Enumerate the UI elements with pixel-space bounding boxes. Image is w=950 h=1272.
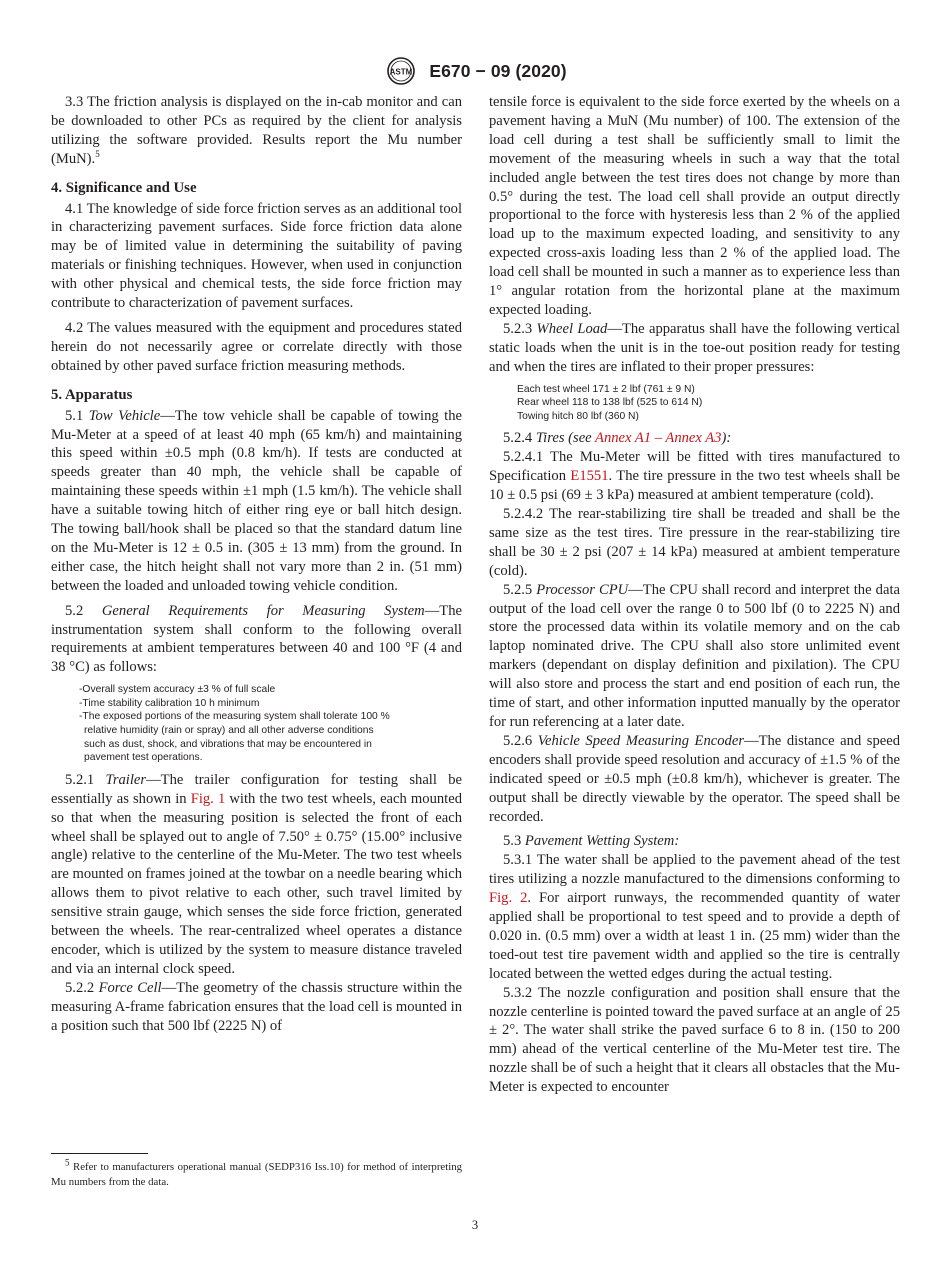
- standard-designation: E670 − 09 (2020): [429, 60, 567, 81]
- para-3-3: 3.3 The friction analysis is displayed on the in-cab monitor and can be downloaded to other PCs as required by the client for analysis utilizing the software provided. Results report the Mu number (MuN).$^5$: [51, 94, 462, 167]
- footnote-ref[interactable]: 5: [95, 148, 100, 159]
- para-4-1: 4.1 The knowledge of side force friction serves as an additional tool in characterizing pavement surfaces. Side force friction data alone may be of limited value in determining the suitability of paving materials or finishing techniques. However, when used in conjunction with other physical and chemical tests, the side force friction may contribute to characterization of pavement surfaces.: [51, 200, 462, 312]
- para-5-3-2: 5.3.2 The nozzle configuration and position shall ensure that the nozzle centerline is pointed toward the paved surface at an angle of 25 ± 2°. The water shall strike the paved surface 6 to 8 in. (150 to 200 mm) ahead of the vertical centerline of the Mu-Meter test tire. The nozzle shall be of such a height that it clears all obstacles that the Mu-Meter is expected to encounter: [489, 984, 900, 1096]
- list-item: -Overall system accuracy ±3 % of full scale: [79, 684, 276, 696]
- para-5-2-6: 5.2.6 Vehicle Speed Measuring Encoder—The distance and speed encoders shall provide speed resolution and accuracy of ±1.5 % of the indicated speed or ±0.5 mph (±0.8 km/h), whichever is greater. The output shall be directly viewable by the operator. The speed shall be recorded.: [489, 732, 900, 825]
- list-item: -Time stability calibration 10 h minimum: [79, 697, 260, 709]
- list-item: -The exposed portions of the measuring system shall tolerate 100 %: [79, 711, 390, 723]
- footnote: $^5$ Refer to manufacturers operational manual (SEDP316 Iss.10) for method of interpreting Mu numbers from the data.: [51, 1157, 462, 1188]
- wheel-load-list: [517, 383, 900, 424]
- para-5-2: 5.2 General Requirements for Measuring System—The instrumentation system shall conform to the following overall requirements at ambient temperatures between 40 and 100 °F (4 and 38 °C) as follows:: [51, 602, 462, 676]
- para-5-1: 5.1 Tow Vehicle—The tow vehicle shall be capable of towing the Mu-Meter at a speed of at least 40 mph (65 km/h) and maintaining this speed within ±0.5 mph (0.8 km/h). If tests are conducted at speeds greater than 40 mph, the vehicle shall be capable of maintaining these speeds within ±1 mph (1.5 km/h). The vehicle shall have a suitable towing hitch of either ring eye or ball hitch design. The towing ball/hook shall be placed so that the standard datum line on the Mu-Meter is 12 ± 0.5 in. (305 ± 13 mm) from the ground. In either case, the hitch height shall not vary more than 2 in. (51 mm) between the loaded and unloaded towing vehicle condition.: [51, 407, 462, 594]
- para-4-2: 4.2 The values measured with the equipment and procedures stated herein do not necessarily agree or correlate directly with those obtained by other paved surface friction measuring methods.: [51, 319, 462, 374]
- footnote-divider: [51, 1153, 148, 1154]
- para-5-2-4-2: 5.2.4.2 The rear-stabilizing tire shall be treaded and shall be the same size as the test tires. Tire pressure in the rear-stabilizing tire shall be 30 ± 2 psi (207 ± 14 kPa) measured at ambient temperature (cold).: [489, 506, 900, 579]
- fig-1-link[interactable]: Fig. 1: [190, 790, 226, 807]
- page-number: 3: [471, 1218, 479, 1232]
- footnote-mark: 5: [65, 1157, 70, 1168]
- section-heading-4: 4. Significance and Use: [51, 179, 197, 196]
- left-column: [51, 93, 462, 1042]
- requirements-list: [79, 683, 462, 765]
- list-item: Each test wheel 171 ± 2 lbf (761 ± 9 N): [517, 383, 695, 395]
- list-item: pavement test operations.: [84, 752, 203, 764]
- list-item: Towing hitch 80 lbf (360 N): [517, 410, 639, 422]
- annex-link[interactable]: Annex A1 – Annex A3: [595, 430, 722, 447]
- fig-2-link[interactable]: Fig. 2: [489, 890, 528, 907]
- logo-text: ASTM: [389, 67, 413, 77]
- right-column: [489, 93, 900, 1097]
- para-5-2-4-1: 5.2.4.1 The Mu-Meter will be fitted with tires manufactured to Specification E1551. The tire pressure in the two test wheels shall be 10 ± 0.5 psi (69 ± 3 kPa) measured at ambient temperature (cold).: [489, 449, 900, 504]
- para-5-2-2: 5.2.2 Force Cell—The geometry of the chassis structure within the measuring A-frame fabrication ensures that the load cell is mounted in a position such that 500 lbf (2225 N) of: [51, 979, 463, 1034]
- para-5-2-3: 5.2.3 Wheel Load—The apparatus shall have the following vertical static loads when the unit is in the toe-out position ready for testing and when the tires are inflated to their proper pressures:: [489, 320, 900, 375]
- astm-logo-icon: [383, 56, 419, 86]
- para-5-3: 5.3 Pavement Wetting System:: [503, 833, 680, 850]
- section-heading-5: 5. Apparatus: [51, 386, 133, 403]
- para-5-2-4: 5.2.4 Tires (see Annex A1 – Annex A3):: [503, 430, 732, 447]
- page-header: [0, 56, 950, 86]
- e1551-link[interactable]: E1551: [570, 468, 609, 485]
- para-5-2-1: 5.2.1 Trailer—The trailer configuration for testing shall be essentially as shown in Fig. 1 with the two test wheels, each mounted so that when the measuring position is selected the front of each wheel shall be splayed out to angle of 7.50° ± 0.75° (15.00° inclusive angle) relative to the centerline of the Mu-Meter. The two test wheels are mounted on frames joined at the towbar on a needle bearing which allows them to pivot relative to each other, such travel limited by sensitive strain gauge, which senses the side force friction, generated between the wheels. The rear-centralized wheel operates a distance encoder, which is utilized by the system to measure distance traveled and via an internal clock speed.: [51, 771, 462, 977]
- para-5-2-5: 5.2.5 Processor CPU—The CPU shall record and interpret the data output of the load cell over the range 0 to 500 lbf (0 to 2225 N) and store the processed data within its volatile memory and on the cab laptop nominated drive. The CPU shall also store unlimited event markers (dependant on display definition and pixilation). The CPU will also store and process the start and end position of each run, the time of start, and other information inputted manually by the operator for run referencing at a later date.: [489, 581, 900, 730]
- list-item: Rear wheel 118 to 138 lbf (525 to 614 N): [517, 397, 703, 409]
- list-item: relative humidity (rain or spray) and all other adverse conditions: [84, 725, 374, 737]
- para-5-3-1: 5.3.1 The water shall be applied to the pavement ahead of the test tires utilizing a nozzle manufactured to the dimensions conforming to Fig. 2. For airport runways, the recommended quantity of water applied shall be proportional to test speed and to provide a depth of 0.020 in. (0.5 mm) over a width at least 1 in. (25 mm) wider than the toed-out test tire pavement width and applied so the tire is centrally located between the wetted edges during the actual testing.: [489, 852, 900, 982]
- para-load-cell-cont: tensile force is equivalent to the side force exerted by the wheels on a pavement having a MuN (Mu number) of 100. The extension of the load cell during a test shall be sufficiently small to limit the movement of the measuring wheels in such a way that the total included angle between the test tires does not change by more than 0.5° during the test. The load cell shall provide an output directly proportional to the force with hysteresis less than 2 % of the applied load up to the maximum expected loading, and sensitivity to any expected cross-axis loading less than 2 % of the applied load. The load cell shall be mounted in such a manner as to experience less than 1° angular rotation from the horizontal plane at the maximum expected loading.: [489, 94, 900, 318]
- list-item: such as dust, shock, and vibrations that may be encountered in: [84, 738, 372, 750]
